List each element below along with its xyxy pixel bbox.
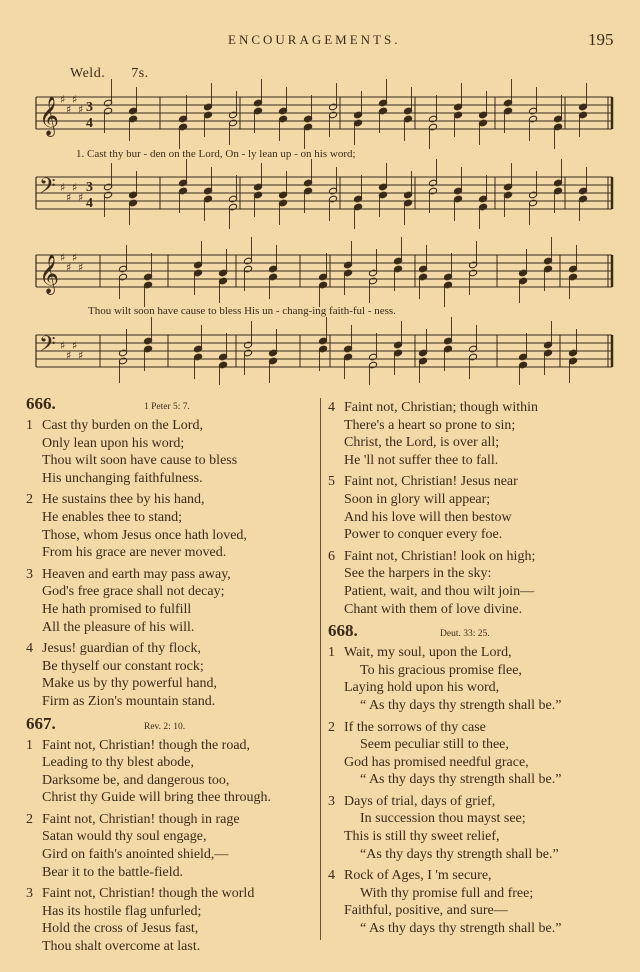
verse-number: 3 bbox=[328, 793, 335, 809]
verse-number: 6 bbox=[328, 548, 335, 564]
verse-line: If the sorrows of thy case bbox=[344, 719, 486, 735]
verse-line: Cast thy burden on the Lord, bbox=[42, 418, 203, 433]
verse-line: Darksome be, and dangerous too, bbox=[42, 772, 230, 788]
svg-text:♯: ♯ bbox=[60, 339, 66, 352]
verse-line: He 'll not suffer thee to fall. bbox=[344, 452, 499, 468]
verse-line: Days of trial, days of grief, bbox=[344, 793, 496, 809]
stanza bbox=[328, 719, 628, 789]
verse-line: Only lean upon his word; bbox=[42, 435, 185, 451]
verse-number: 1 bbox=[26, 737, 33, 753]
verse-line: “ As thy days thy strength shall be.” bbox=[360, 772, 562, 788]
svg-text:♯: ♯ bbox=[66, 261, 72, 274]
verse-number: 3 bbox=[26, 566, 33, 582]
verse-line: Rock of Ages, I 'm secure, bbox=[344, 868, 492, 884]
svg-text:♯: ♯ bbox=[60, 93, 66, 106]
svg-text:𝄢: 𝄢 bbox=[39, 332, 56, 362]
verse-line: Faint not, Christian! though in rage bbox=[42, 811, 240, 827]
scripture-reference: Rev. 2: 10. bbox=[144, 721, 186, 732]
page-number: 195 bbox=[588, 30, 614, 49]
svg-text:♯: ♯ bbox=[66, 191, 72, 204]
stanza bbox=[26, 566, 318, 636]
verse-line: Laying hold upon his word, bbox=[344, 680, 500, 696]
verse-line: Christ, the Lord, is over all; bbox=[344, 435, 500, 451]
verse-line: Faint not, Christian! though the road, bbox=[42, 737, 251, 753]
verse-line: Heaven and earth may pass away, bbox=[42, 566, 231, 582]
verse-line: Seem peculiar still to thee, bbox=[360, 737, 509, 753]
verse-line: With thy promise full and free; bbox=[360, 885, 534, 901]
verse-line: “ As thy days thy strength shall be.” bbox=[360, 697, 562, 713]
verse-number: 4 bbox=[26, 641, 33, 657]
tune-name: Weld. bbox=[70, 66, 106, 81]
verse-number: 1 bbox=[328, 645, 335, 661]
stanza bbox=[328, 867, 628, 937]
verse-number: 4 bbox=[328, 868, 335, 884]
hymn-666 bbox=[26, 395, 318, 711]
verse-line: Bear it to the battle-field. bbox=[42, 864, 184, 880]
svg-text:♯: ♯ bbox=[72, 251, 78, 264]
verse-line: He hath promised to fulfill bbox=[42, 601, 192, 617]
scripture-reference: 1 Peter 5: 7. bbox=[144, 402, 190, 412]
music-score bbox=[0, 0, 640, 385]
stanza bbox=[26, 811, 318, 881]
right-column bbox=[328, 399, 628, 942]
verse-number: 2 bbox=[26, 492, 33, 508]
verse-line: “As thy days thy strength shall be.” bbox=[360, 846, 559, 862]
lyrics-line-2: Thou wilt soon have cause to bless His un - chang-ing faith-ful - ness. bbox=[88, 305, 396, 317]
verse-line: Soon in glory will appear; bbox=[344, 491, 491, 507]
stanza bbox=[26, 640, 318, 710]
verse-number: 5 bbox=[328, 474, 335, 490]
verse-line: Satan would thy soul engage, bbox=[42, 829, 207, 845]
svg-text:♯: ♯ bbox=[72, 93, 78, 106]
svg-text:𝄞: 𝄞 bbox=[39, 96, 60, 136]
stanza bbox=[26, 417, 318, 487]
verse-line: He sustains thee by his hand, bbox=[42, 492, 205, 508]
verse-line: Jesus! guardian of thy flock, bbox=[42, 641, 202, 657]
verse-line: Wait, my soul, upon the Lord, bbox=[344, 645, 512, 661]
verse-line: Thou wilt soon have cause to bless bbox=[42, 453, 238, 469]
svg-text:𝄢: 𝄢 bbox=[39, 174, 56, 204]
svg-text:♯: ♯ bbox=[72, 181, 78, 194]
stanza bbox=[328, 399, 628, 469]
verse-line: See the harpers in the sky: bbox=[344, 566, 492, 582]
verse-line: God has promised needful grace, bbox=[344, 754, 529, 770]
running-title: ENCOURAGEMENTS. bbox=[228, 32, 401, 47]
svg-text:♯: ♯ bbox=[72, 339, 78, 352]
verse-line: Faint not, Christian; though within bbox=[344, 400, 539, 415]
verse-line: Make us by thy powerful hand, bbox=[42, 676, 217, 692]
svg-text:4: 4 bbox=[86, 196, 93, 211]
verse-line: Chant with them of love divine. bbox=[344, 601, 523, 617]
hymn-number: 668. bbox=[328, 621, 358, 641]
verse-line: From his grace are never moved. bbox=[42, 545, 227, 561]
verse-line: Be thyself our constant rock; bbox=[42, 658, 204, 674]
scripture-reference: Deut. 33: 25. bbox=[440, 629, 490, 640]
verse-number: 3 bbox=[26, 886, 33, 902]
verse-line: Faithful, positive, and sure— bbox=[344, 903, 508, 919]
stanza bbox=[26, 491, 318, 561]
verse-line: His unchanging faithfulness. bbox=[42, 470, 203, 486]
stanza bbox=[328, 644, 628, 714]
hymn-number: 667. bbox=[26, 713, 56, 733]
verse-line: Power to conquer every foe. bbox=[344, 527, 503, 543]
verse-line: In succession thou mayst see; bbox=[360, 811, 526, 827]
verse-line: To his gracious promise flee, bbox=[360, 662, 522, 678]
svg-text:𝄞: 𝄞 bbox=[39, 254, 60, 294]
verse-number: 1 bbox=[26, 418, 33, 433]
stanza bbox=[26, 885, 318, 955]
verse-line: Gird on faith's anointed shield,— bbox=[42, 847, 229, 863]
verse-line: Faint not, Christian! Jesus near bbox=[344, 474, 518, 490]
stanza bbox=[328, 793, 628, 863]
hymn-667 bbox=[26, 715, 318, 956]
verse-line: He enables thee to stand; bbox=[42, 509, 182, 525]
hymn-668 bbox=[328, 622, 628, 938]
verse-line: Faint not, Christian! look on high; bbox=[344, 548, 536, 564]
svg-text:♯: ♯ bbox=[78, 261, 84, 274]
stanza bbox=[328, 548, 628, 618]
verse-line: All the pleasure of his will. bbox=[42, 619, 195, 635]
svg-text:♯: ♯ bbox=[78, 103, 84, 116]
stanza bbox=[328, 473, 628, 543]
verse-line: Those, whom Jesus once hath loved, bbox=[42, 527, 247, 543]
verse-line: Patient, wait, and thou wilt join— bbox=[344, 583, 535, 599]
verse-line: Christ thy Guide will bring thee through. bbox=[42, 790, 272, 806]
verse-line: God's free grace shall not decay; bbox=[42, 584, 225, 600]
verse-line: Leading to thy blest abode, bbox=[42, 755, 195, 771]
stanza bbox=[26, 737, 318, 807]
svg-text:♯: ♯ bbox=[78, 191, 84, 204]
verse-number: 4 bbox=[328, 400, 335, 415]
svg-text:4: 4 bbox=[86, 116, 93, 131]
verse-line: Hold the cross of Jesus fast, bbox=[42, 921, 199, 937]
verse-number: 2 bbox=[26, 811, 33, 827]
verse-line: Firm as Zion's mountain stand. bbox=[42, 693, 216, 709]
verse-line: Has its hostile flag unfurled; bbox=[42, 903, 202, 919]
svg-text:♯: ♯ bbox=[66, 103, 72, 116]
tune-meter: 7s. bbox=[131, 66, 149, 81]
svg-text:♯: ♯ bbox=[60, 181, 66, 194]
svg-text:3: 3 bbox=[86, 100, 93, 115]
hymn-number: 666. bbox=[26, 394, 56, 413]
svg-text:3: 3 bbox=[86, 180, 93, 195]
lyrics-line-1: 1. Cast thy bur - den on the Lord, On - ly lean up - on his word; bbox=[76, 148, 356, 160]
left-column bbox=[26, 395, 318, 960]
hymn-667-continued bbox=[328, 399, 628, 618]
svg-text:♯: ♯ bbox=[66, 349, 72, 362]
column-divider bbox=[320, 398, 321, 940]
svg-text:♯: ♯ bbox=[78, 349, 84, 362]
verse-line: There's a heart so prone to sin; bbox=[344, 417, 516, 433]
verse-line: Faint not, Christian! though the world bbox=[42, 886, 255, 902]
verse-line: This is still thy sweet relief, bbox=[344, 829, 500, 845]
svg-text:♯: ♯ bbox=[60, 251, 66, 264]
verse-line: “ As thy days thy strength shall be.” bbox=[360, 921, 562, 937]
verse-number: 2 bbox=[328, 719, 335, 735]
verse-line: Thou shalt overcome at last. bbox=[42, 939, 201, 955]
verse-line: And his love will then bestow bbox=[344, 509, 512, 525]
